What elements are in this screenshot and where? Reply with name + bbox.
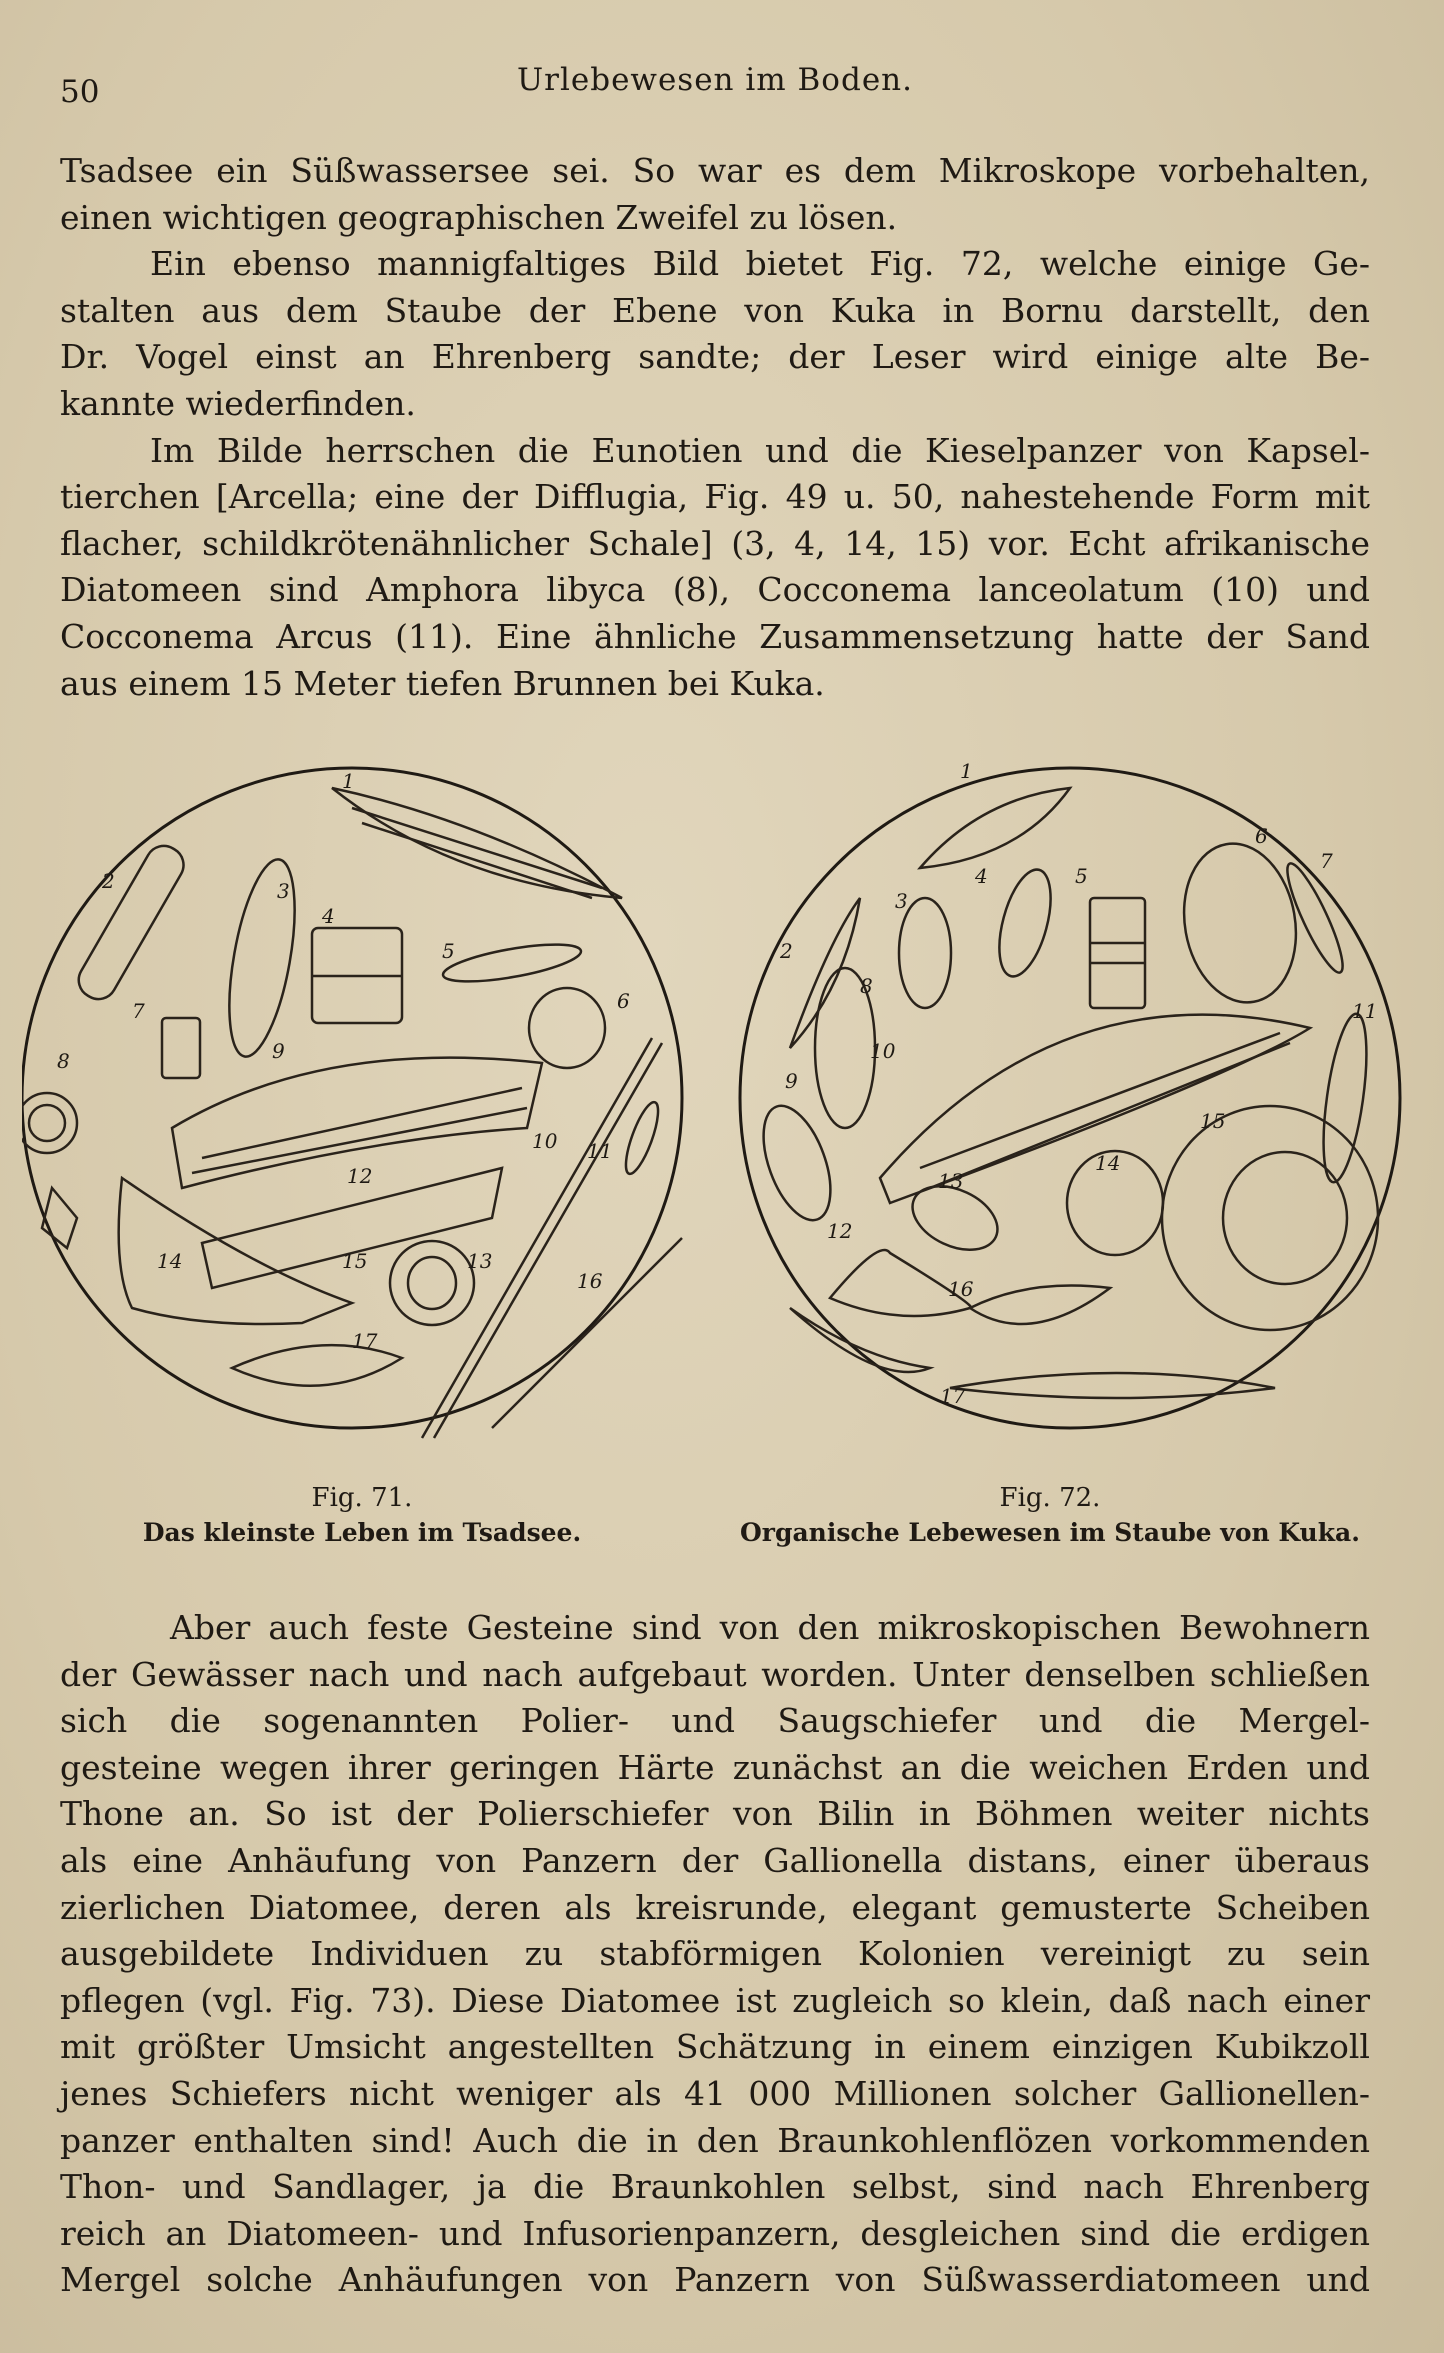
page-number: 50 [60,74,100,110]
text-line: Diatomeen sind Amphora libyca (8), Cocconema lanceolatum (10) und [60,570,1370,610]
specimen-label: 2 [102,869,115,893]
specimen-label: 1 [960,759,973,783]
specimen-label: 4 [322,904,335,928]
specimen-label: 17 [352,1329,378,1353]
specimen-label: 7 [1320,849,1333,873]
specimen-label: 2 [780,939,793,963]
running-head: Urlebewesen im Boden. [517,62,913,98]
figure-71 [22,748,702,1547]
text-line: panzer enthalten sind! Auch die in den Braunkohlenflözen vorkommenden [60,2120,1370,2160]
specimen-label: 5 [1075,864,1088,888]
text-line: kannte wiederfinden. [60,383,416,423]
text-line: Ein ebenso mannigfaltiges Bild bietet Fig. 72, welche einige Ge- [150,244,1370,284]
fig72-illustration [730,748,1410,1468]
figure-caption: Das kleinste Leben im Tsadsee. [142,1518,582,1547]
figure-caption: Organische Lebewesen im Staube von Kuka. [740,1518,1360,1547]
specimen-label: 6 [1255,824,1268,848]
figure-number: Fig. 71. [311,1483,413,1513]
specimen-label: 6 [617,989,630,1013]
specimen-label: 3 [277,879,290,903]
text-line: Thon- und Sandlager, ja die Braunkohlen selbst, sind nach Ehrenberg [60,2167,1370,2207]
text-line: ausgebildete Individuen zu stabförmigen Kolonien vereinigt zu sein [60,1934,1370,1974]
fig71-illustration [22,748,702,1468]
text-line: einen wichtigen geographischen Zweifel zu lösen. [60,197,898,237]
specimen-label: 1 [342,769,355,793]
specimen-label: 14 [1095,1151,1121,1175]
text-line: jenes Schiefers nicht weniger als 41 000 Millionen solcher Gallionellen- [60,2073,1370,2113]
specimen-label: 8 [860,974,873,998]
text-line: flacher, schildkrötenähnlicher Schale] (3, 4, 14, 15) vor. Echt afrikanische [60,523,1370,563]
specimen-label: 11 [587,1139,613,1163]
text-line: reich an Diatomeen- und Infusorienpanzern, desgleichen sind die erdigen [60,2213,1370,2253]
text-line: der Gewässer nach und nach aufgebaut worden. Unter denselben schließen [60,1654,1370,1694]
text-line: sich die sogenannten Polier- und Saugschiefer und die Mergel- [60,1701,1370,1741]
text-line: pflegen (vgl. Fig. 73). Diese Diatomee ist zugleich so klein, daß nach einer [60,1980,1370,2020]
specimen-label: 11 [1352,999,1378,1023]
specimen-label: 13 [467,1249,493,1273]
specimen-label: 10 [532,1129,558,1153]
text-line: aus einem 15 Meter tiefen Brunnen bei Kuka. [60,663,825,703]
specimen-label: 16 [948,1277,974,1301]
specimen-label: 17 [940,1384,966,1408]
specimen-label: 10 [870,1039,896,1063]
figure-number: Fig. 72. [999,1483,1101,1513]
figure-72 [730,748,1410,1547]
specimen-label: 15 [1200,1109,1226,1133]
specimen-label: 12 [827,1219,853,1243]
text-line: tierchen [Arcella; eine der Difflugia, Fig. 49 u. 50, nahestehende Form mit [60,477,1370,517]
specimen-label: 4 [975,864,988,888]
specimen-label: 14 [157,1249,183,1273]
text-line: Im Bilde herrschen die Eunotien und die Kieselpanzer von Kapsel- [150,430,1370,470]
specimen-label: 13 [938,1169,964,1193]
specimen-label: 8 [57,1049,70,1073]
text-line: Dr. Vogel einst an Ehrenberg sandte; der Leser wird einige alte Be- [60,337,1370,377]
specimen-label: 3 [895,889,908,913]
text-line: Thone an. So ist der Polierschiefer von Bilin in Böhmen weiter nichts [60,1794,1370,1834]
text-line: Aber auch feste Gesteine sind von den mikroskopischen Bewohnern [170,1608,1370,1647]
text-line: mit größter Umsicht angestellten Schätzung in einem einzigen Kubikzoll [60,2027,1370,2067]
text-block-bottom [60,1605,1370,2304]
text-line: stalten aus dem Staube der Ebene von Kuka in Bornu darstellt, den [60,290,1370,330]
specimen-label: 12 [347,1164,373,1188]
page-header [60,62,1370,110]
text-line: als eine Anhäufung von Panzern der Gallionella distans, einer überaus [60,1840,1370,1880]
specimen-label: 9 [785,1069,798,1093]
specimen-label: 16 [577,1269,603,1293]
text-line: Cocconema Arcus (11). Eine ähnliche Zusammensetzung hatte der Sand [60,616,1370,656]
specimen-label: 9 [272,1039,285,1063]
specimen-label: 5 [442,939,455,963]
text-line: Tsadsee ein Süßwassersee sei. So war es dem Mikroskope vorbehalten, [60,151,1370,190]
text-line: gesteine wegen ihrer geringen Härte zunächst an die weichen Erden und [60,1747,1370,1787]
specimen-label: 7 [132,999,145,1023]
specimen-label: 15 [342,1249,368,1273]
text-line: zierlichen Diatomee, deren als kreisrunde, elegant gemusterte Scheiben [60,1887,1370,1927]
text-block-top [60,148,1370,707]
text-line: Mergel solche Anhäufungen von Panzern von Süßwasserdiatomeen und [60,2260,1370,2300]
